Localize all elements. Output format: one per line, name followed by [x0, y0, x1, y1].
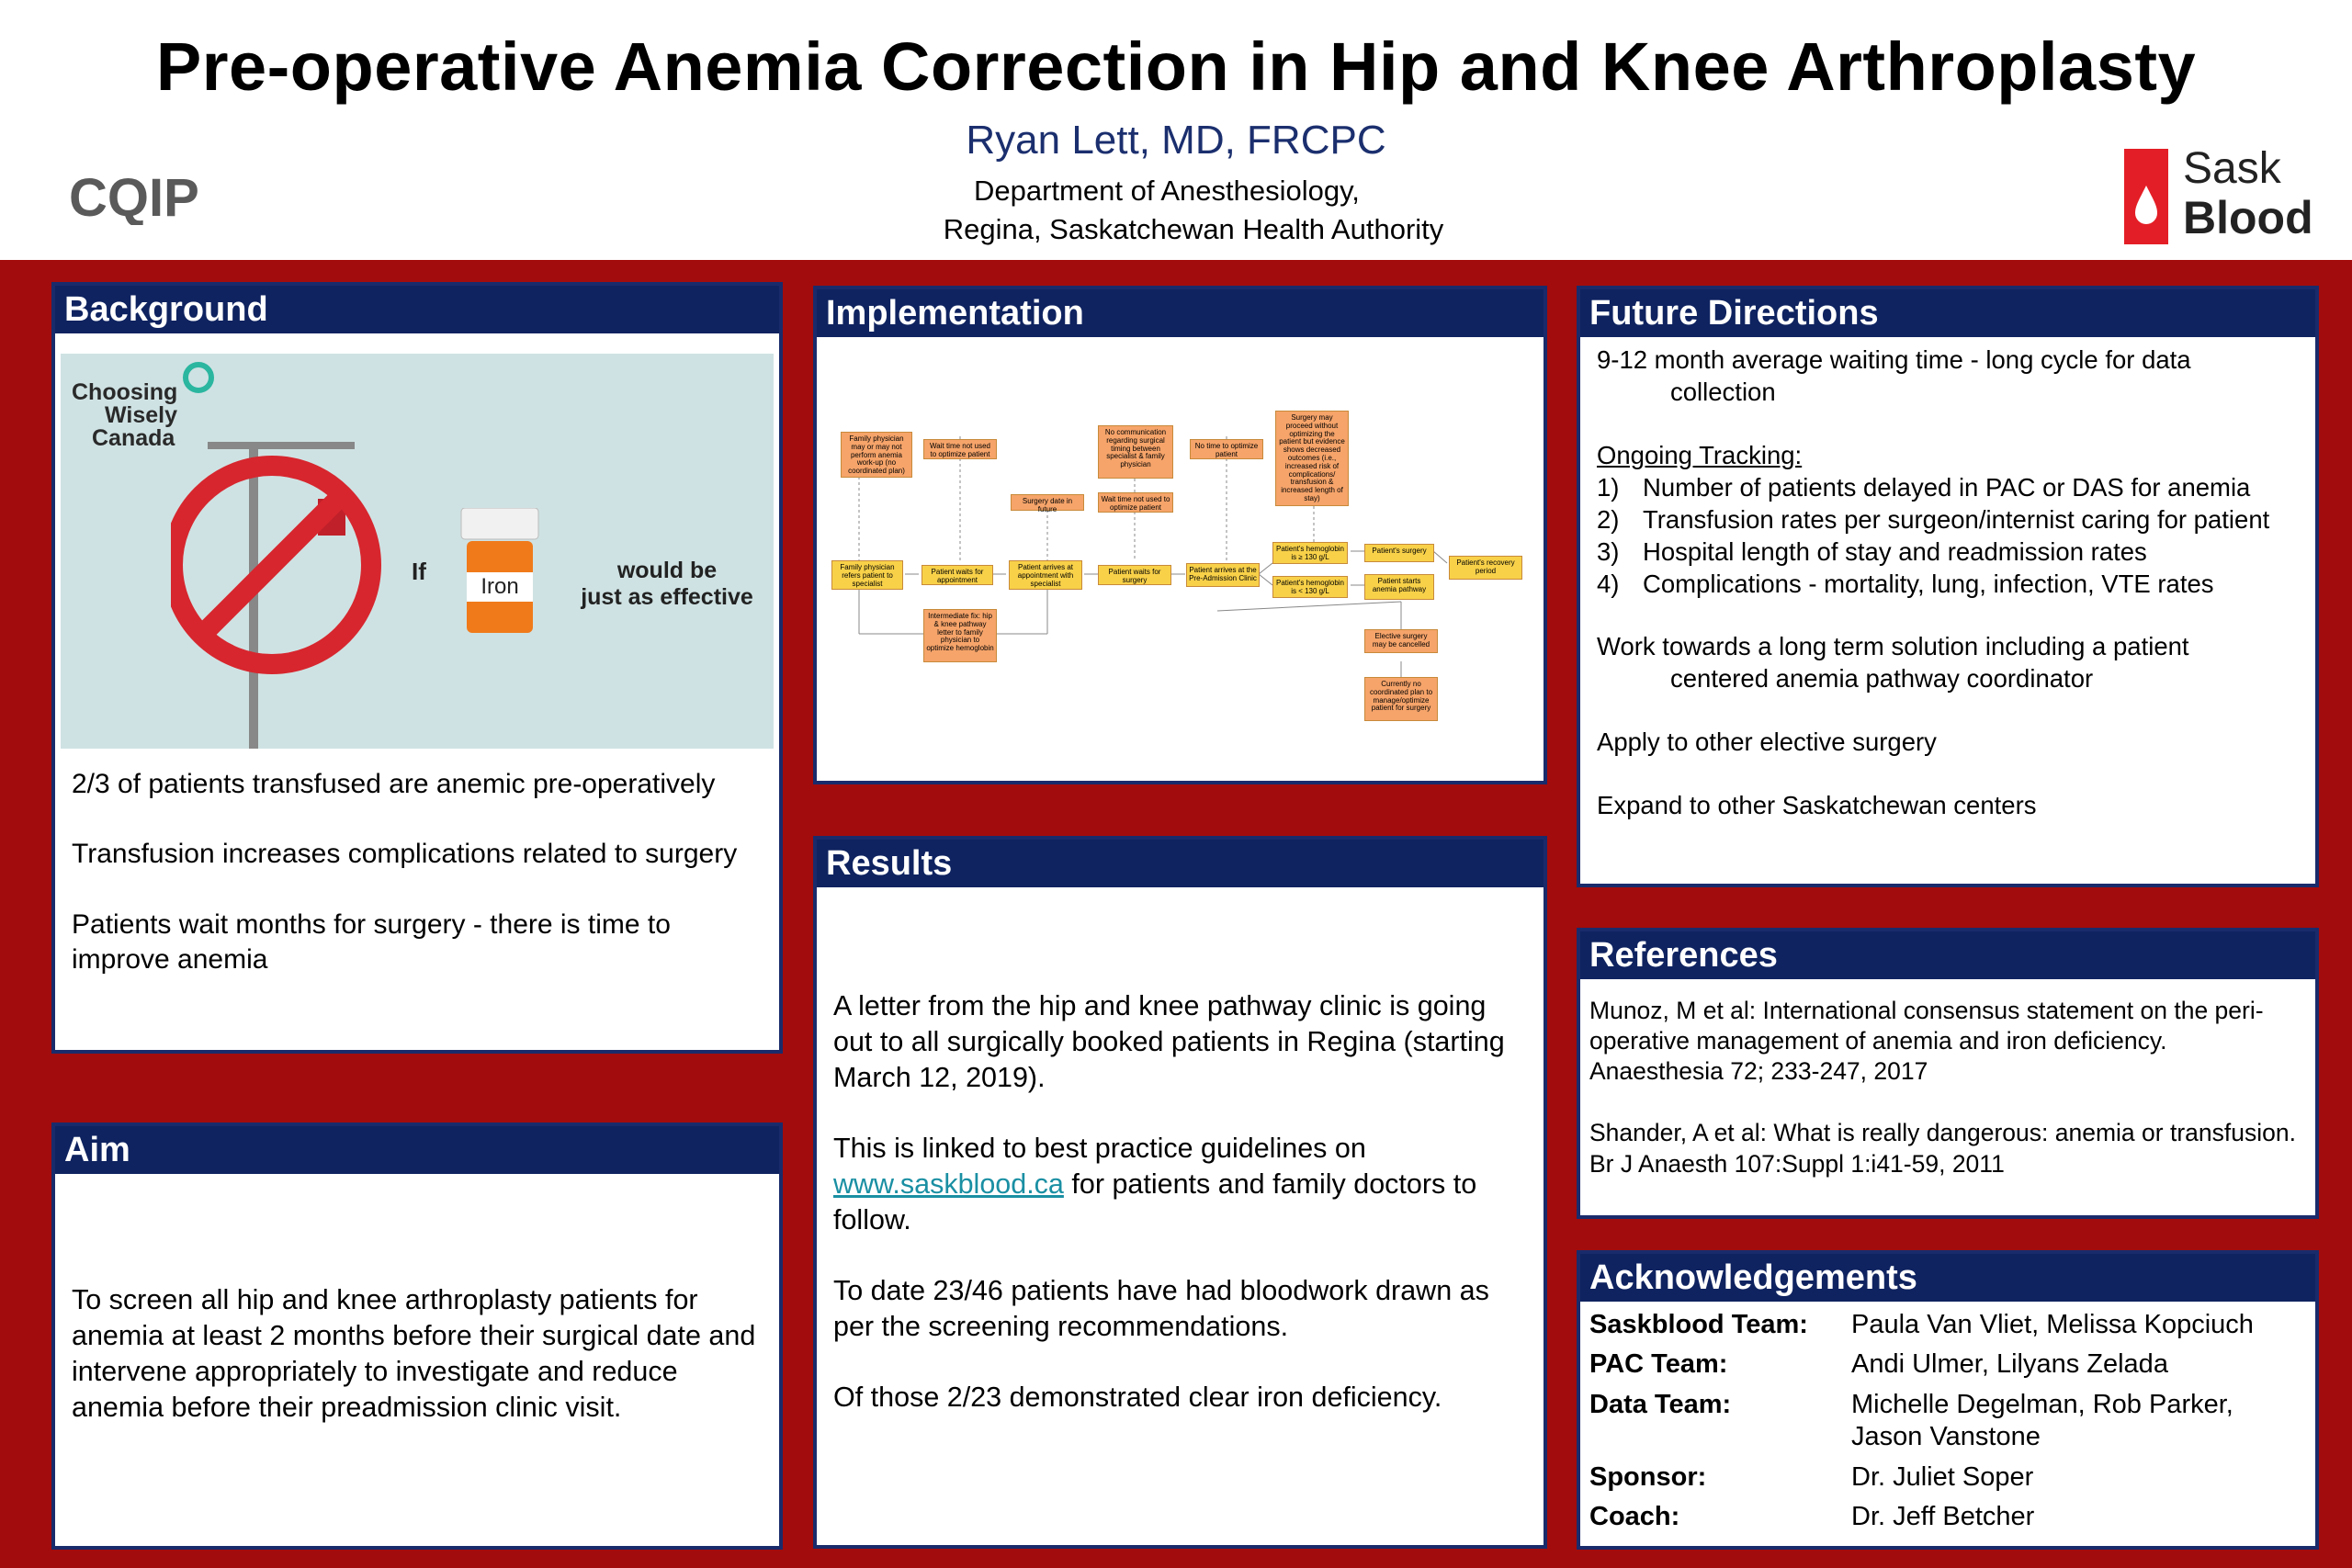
implementation-panel — [813, 286, 1547, 784]
future-p4: Expand to other Saskatchewan centers — [1597, 791, 2037, 820]
reference-1: Munoz, M et al: International consensus statement on the peri-operative management of anemia and iron deficiency. Anaesthesia 72; 233-247, 2017 — [1589, 997, 2264, 1086]
aim-text: To screen all hip and knee arthroplasty patients for anemia at least 2 months before their surgical date and intervene appropriately to investigate and reduce anemia before their preadmission clinic visit. — [72, 1284, 756, 1424]
flow-node-surgery: Patient's surgery — [1364, 544, 1434, 562]
ack-row-saskblood: Saskblood Team: Paula Van Vliet, Melissa Kopciuch — [1589, 1310, 2254, 1339]
background-point-1: 2/3 of patients transfused are anemic pre-operatively — [72, 769, 716, 799]
flow-node-wait-not-used-2: Wait time not used to optimize patient — [1098, 492, 1173, 513]
references-heading: References — [1580, 931, 2315, 979]
results-p2-after: for patients and family doctors to follow. — [833, 1168, 1477, 1236]
tracking-item: 4) Complications - mortality, lung, infection, VTE rates — [1597, 569, 2214, 598]
flow-node-waits-surgery: Patient waits for surgery — [1098, 565, 1171, 585]
acknowledgements-panel — [1577, 1250, 2319, 1550]
results-paragraph-4: Of those 2/23 demonstrated clear iron deficiency. — [833, 1382, 1442, 1414]
cqip-logo-text: CQIP — [69, 170, 199, 225]
aim-heading: Aim — [55, 1126, 779, 1174]
implementation-flowchart — [822, 344, 1538, 776]
flow-node-surgery-proceed: Surgery may proceed without optimizing the patient but evidence shows decreased outcomes (i.e., increased risk of complications/ transfusion & increased length of stay) — [1275, 411, 1349, 506]
flow-node-waits-appointment: Patient waits for appointment — [922, 565, 993, 585]
flow-node-hb-low: Patient's hemoglobin is < 130 g/L — [1272, 576, 1348, 598]
iv-pole-prohibited-icon — [171, 390, 410, 749]
ack-row-data: Data Team: Michelle Degelman, Rob Parker, Jason Vanstone — [1589, 1389, 2233, 1452]
flow-node-anemia-pathway: Patient starts anemia pathway — [1364, 574, 1434, 600]
acknowledgements-list — [1580, 1302, 2315, 1550]
choosing-wisely-graphic — [61, 354, 774, 749]
brand-line-2: Wisely — [105, 402, 177, 428]
aim-panel — [51, 1122, 783, 1550]
affiliation-department: Department of Anesthesiology, — [974, 175, 1360, 207]
flow-node-no-plan: Currently no coordinated plan to manage/optimize patient for surgery — [1364, 677, 1438, 721]
affiliation-location: Regina, Saskatchewan Health Authority — [943, 213, 1444, 245]
poster-title: Pre-operative Anemia Correction in Hip and Knee Arthroplasty — [155, 28, 2197, 105]
saskblood-logo — [2122, 145, 2315, 246]
reference-2: Shander, A et al: What is really dangerous: anemia or transfusion. Br J Anaesth 107:Suppl 1:i41-59, 2011 — [1589, 1119, 2296, 1178]
effect-line-2: just as effective — [581, 583, 753, 610]
flow-node-intermediate-fix: Intermediate fix: hip & knee pathway letter to family physician to optimize hemoglobin — [923, 609, 997, 662]
flow-node-cancelled: Elective surgery may be cancelled — [1364, 629, 1438, 653]
if-text: If — [412, 558, 426, 585]
poster-header — [0, 0, 2352, 260]
flow-node-family-workup: Family physician may or may not perform anemia work-up (no coordinated plan) — [841, 432, 912, 478]
flow-node-arrives-specialist: Patient arrives at appointment with specialist — [1009, 560, 1082, 590]
flow-node-recovery: Patient's recovery period — [1449, 556, 1522, 580]
future-p1-line1: 9-12 month average waiting time - long cycle for data — [1597, 345, 2191, 374]
brand-line-3: Canada — [92, 425, 175, 451]
references-text — [1580, 979, 2315, 1189]
brand-line-1: Choosing — [72, 379, 178, 405]
flow-node-wait-not-used-1: Wait time not used to optimize patient — [923, 439, 997, 459]
implementation-heading: Implementation — [817, 289, 1544, 337]
iron-label: Iron — [481, 574, 519, 599]
background-text — [55, 767, 779, 1022]
tracking-item: 1) Number of patients delayed in PAC or DAS for anemia — [1597, 472, 2251, 502]
flow-node-surgery-date: Surgery date in future — [1011, 494, 1084, 511]
ack-row-coach: Coach: Dr. Jeff Betcher — [1589, 1501, 2035, 1531]
background-point-3: Patients wait months for surgery - there is time to improve anemia — [72, 908, 671, 976]
ack-row-pac: PAC Team: Andi Ulmer, Lilyans Zelada — [1589, 1349, 2168, 1380]
results-heading: Results — [817, 840, 1544, 887]
future-directions-text — [1580, 337, 2315, 831]
tracking-item: 3) Hospital length of stay and readmission rates — [1597, 536, 2147, 566]
acknowledgements-heading: Acknowledgements — [1580, 1254, 2315, 1302]
blood-drop-icon — [2122, 149, 2170, 244]
background-point-2: Transfusion increases complications related to surgery — [72, 839, 738, 870]
future-p3: Apply to other elective surgery — [1597, 728, 1937, 757]
future-p1-line2: collection — [1670, 377, 1776, 406]
saskblood-logo-blood: Blood — [2183, 192, 2313, 243]
flow-node-arrives-pac: Patient arrives at the Pre-Admission Clinic — [1186, 563, 1260, 587]
effect-line-1: would be — [616, 558, 718, 583]
future-directions-heading: Future Directions — [1580, 289, 2315, 337]
flow-node-hb-high: Patient's hemoglobin is ≥ 130 g/L — [1272, 542, 1348, 564]
ack-row-sponsor: Sponsor: Dr. Juliet Soper — [1589, 1461, 2034, 1492]
cqip-logo — [69, 170, 234, 225]
effect-text — [566, 558, 768, 611]
choosing-wisely-brand — [72, 381, 177, 450]
results-p2-before: This is linked to best practice guidelines on — [833, 1133, 1366, 1165]
author-name: Ryan Lett, MD, FRCPC — [966, 118, 1386, 163]
results-paragraph-3: To date 23/46 patients have had bloodwork drawn as per the screening recommendations. — [833, 1275, 1489, 1343]
flow-node-refers: Family physician refers patient to specialist — [831, 560, 903, 590]
background-panel — [51, 282, 783, 1054]
future-p2-line1: Work towards a long term solution including a patient — [1597, 632, 2189, 661]
background-heading: Background — [55, 286, 779, 333]
results-paragraph-2 — [833, 1131, 1527, 1238]
results-panel — [813, 836, 1547, 1549]
flow-node-no-time: No time to optimize patient — [1190, 439, 1263, 459]
future-p2-line2: centered anemia pathway coordinator — [1670, 664, 2094, 694]
tracking-title: Ongoing Tracking: — [1597, 440, 1803, 469]
future-directions-panel — [1577, 286, 2319, 887]
saskblood-logo-sask: Sask — [2183, 144, 2281, 193]
iron-bottle-icon — [454, 508, 546, 637]
saskblood-link[interactable]: www.saskblood.ca — [833, 1168, 1064, 1201]
flow-node-no-communication: No communication regarding surgical timing between specialist & family physician — [1098, 425, 1173, 479]
references-panel — [1577, 928, 2319, 1219]
tracking-item: 2) Transfusion rates per surgeon/internist caring for patient — [1597, 504, 2270, 534]
results-text — [817, 887, 1544, 1460]
results-paragraph-1: A letter from the hip and knee pathway clinic is going out to all surgically booked patients in Regina (starting March 12, 2019). — [833, 990, 1505, 1094]
